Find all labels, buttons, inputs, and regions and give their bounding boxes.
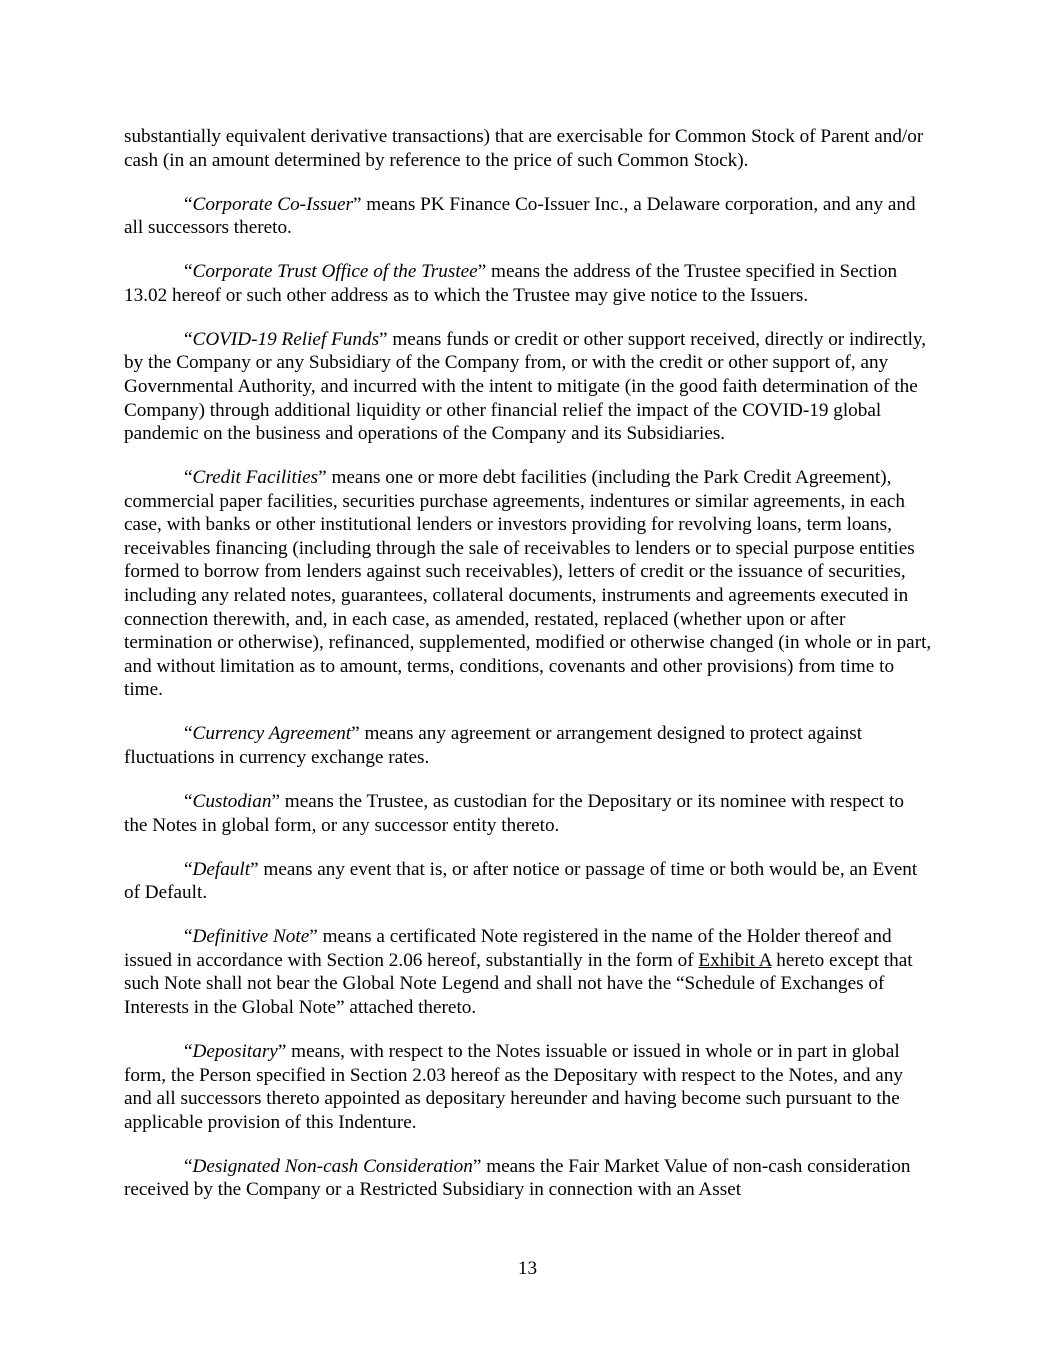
close-quote: ” — [352, 193, 362, 215]
continuation-paragraph: substantially equivalent derivative transactions) that are exercisable for Common Stock of Parent and/or cash (in an amount determined by reference to the price of such Common Stock). — [124, 126, 924, 171]
open-quote: “ — [184, 467, 193, 489]
close-quote: ” — [351, 723, 360, 745]
open-quote: “ — [184, 1040, 193, 1062]
definition-default — [124, 858, 932, 905]
definition-body: means a certificated Note registered in the name of the Holder thereof and issued in accordance with Section 2.06 hereof, substantially in the form of — [124, 926, 892, 971]
definition-body: means PK Finance Co-Issuer Inc., a Delaware corporation, and any and all successors thereto. — [124, 193, 916, 239]
defined-term: Corporate Co-Issuer — [192, 193, 353, 215]
close-quote: ” — [271, 791, 280, 812]
defined-term: Custodian — [192, 791, 272, 812]
defined-term: Definitive Note — [192, 926, 310, 948]
open-quote: “ — [184, 858, 193, 880]
open-quote: “ — [184, 261, 193, 283]
definition-body-continued: hereto except that such Note shall not bear the Global Note Legend and shall not have the “Schedule of Exchanges of Interests in the Global Note” attached thereto. — [124, 949, 913, 1018]
close-quote: ” — [309, 926, 318, 948]
close-quote: ” — [477, 261, 487, 283]
open-quote: “ — [184, 1155, 193, 1177]
defined-term: Designated Non-cash Consideration — [192, 1155, 473, 1177]
exhibit-a-link[interactable]: Exhibit A — [698, 949, 772, 971]
defined-term: Currency Agreement — [192, 723, 352, 745]
definition-body: means funds or credit or other support received, directly or indirectly, by the Company or any Subsidiary of the Company from, or with the credit or other support of, any Governmental Authority, and incurred with the intent to mitigate (in the good faith determination of the Company) through additional liquidity or other financial relief the impact of the COVID-19 global pandemic on the business and operations of the Company and its Subsidiaries. — [124, 328, 927, 445]
definition-body: means any agreement or arrangement designed to protect against fluctuations in currency exchange rates. — [124, 723, 863, 769]
definition-body: means the Fair Market Value of non-cash consideration received by the Company or a Restricted Subsidiary in connection with an Asset — [124, 1155, 911, 1201]
definition-definitive-note — [124, 925, 932, 1019]
definition-body: means the address of the Trustee specified in Section 13.02 hereof or such other address as to which the Trustee may give notice to the Issuers. — [124, 261, 898, 306]
definition-designated-non-cash-consideration — [124, 1155, 932, 1202]
close-quote: ” — [250, 858, 259, 880]
document-page — [124, 125, 932, 1222]
definition-body: means, with respect to the Notes issuable or issued in whole or in part in global form, the Person specified in Section 2.03 hereof as the Depositary with respect to the Notes, and any and all successors thereto appointed as depositary hereunder and having become such pursuant to the applicable provision of this Indenture. — [124, 1040, 904, 1133]
close-quote: ” — [379, 328, 388, 350]
definition-depositary — [124, 1040, 932, 1134]
definition-corporate-co-issuer — [124, 193, 932, 240]
open-quote: “ — [184, 723, 193, 745]
defined-term: Corporate Trust Office of the Trustee — [192, 261, 478, 283]
definition-body: means any event that is, or after notice or passage of time or both would be, an Event of Default. — [124, 858, 918, 904]
defined-term: Credit Facilities — [192, 467, 319, 489]
open-quote: “ — [184, 791, 193, 812]
definition-currency-agreement — [124, 722, 932, 769]
definition-covid-19-relief-funds — [124, 328, 932, 446]
definition-custodian — [124, 790, 932, 837]
definition-corporate-trust-office — [124, 260, 932, 307]
defined-term: COVID-19 Relief Funds — [192, 328, 380, 350]
defined-term: Default — [192, 858, 251, 880]
close-quote: ” — [472, 1155, 482, 1177]
close-quote: ” — [318, 467, 327, 489]
definition-body: means one or more debt facilities (including the Park Credit Agreement), commercial paper facilities, securities purchase agreements, indentures or similar agreements, in each case, with banks or other institutional lenders or investors providing for revolving loans, term loans, receivables financing (including through the sale of receivables to lenders or to special purpose entities formed to borrow from lenders against such receivables), letters of credit or the issuance of securities, including any related notes, guarantees, collateral documents, instruments and agreements executed in connection therewith, and, in each case, as amended, restated, replaced (whether upon or after termination or otherwise), refinanced, supplemented, modified or otherwise changed (in whole or in part, and without limitation as to amount, terms, conditions, covenants and other provisions) from time to time. — [124, 467, 932, 701]
definition-credit-facilities — [124, 466, 932, 702]
close-quote: ” — [277, 1040, 287, 1062]
defined-term: Depositary — [192, 1040, 278, 1062]
open-quote: “ — [184, 193, 193, 215]
definition-body: means the Trustee, as custodian for the Depositary or its nominee with respect to the Notes in global form, or any successor entity thereto. — [124, 791, 904, 836]
open-quote: “ — [184, 926, 193, 948]
open-quote: “ — [184, 328, 193, 350]
page-number: 13 — [517, 1258, 538, 1279]
